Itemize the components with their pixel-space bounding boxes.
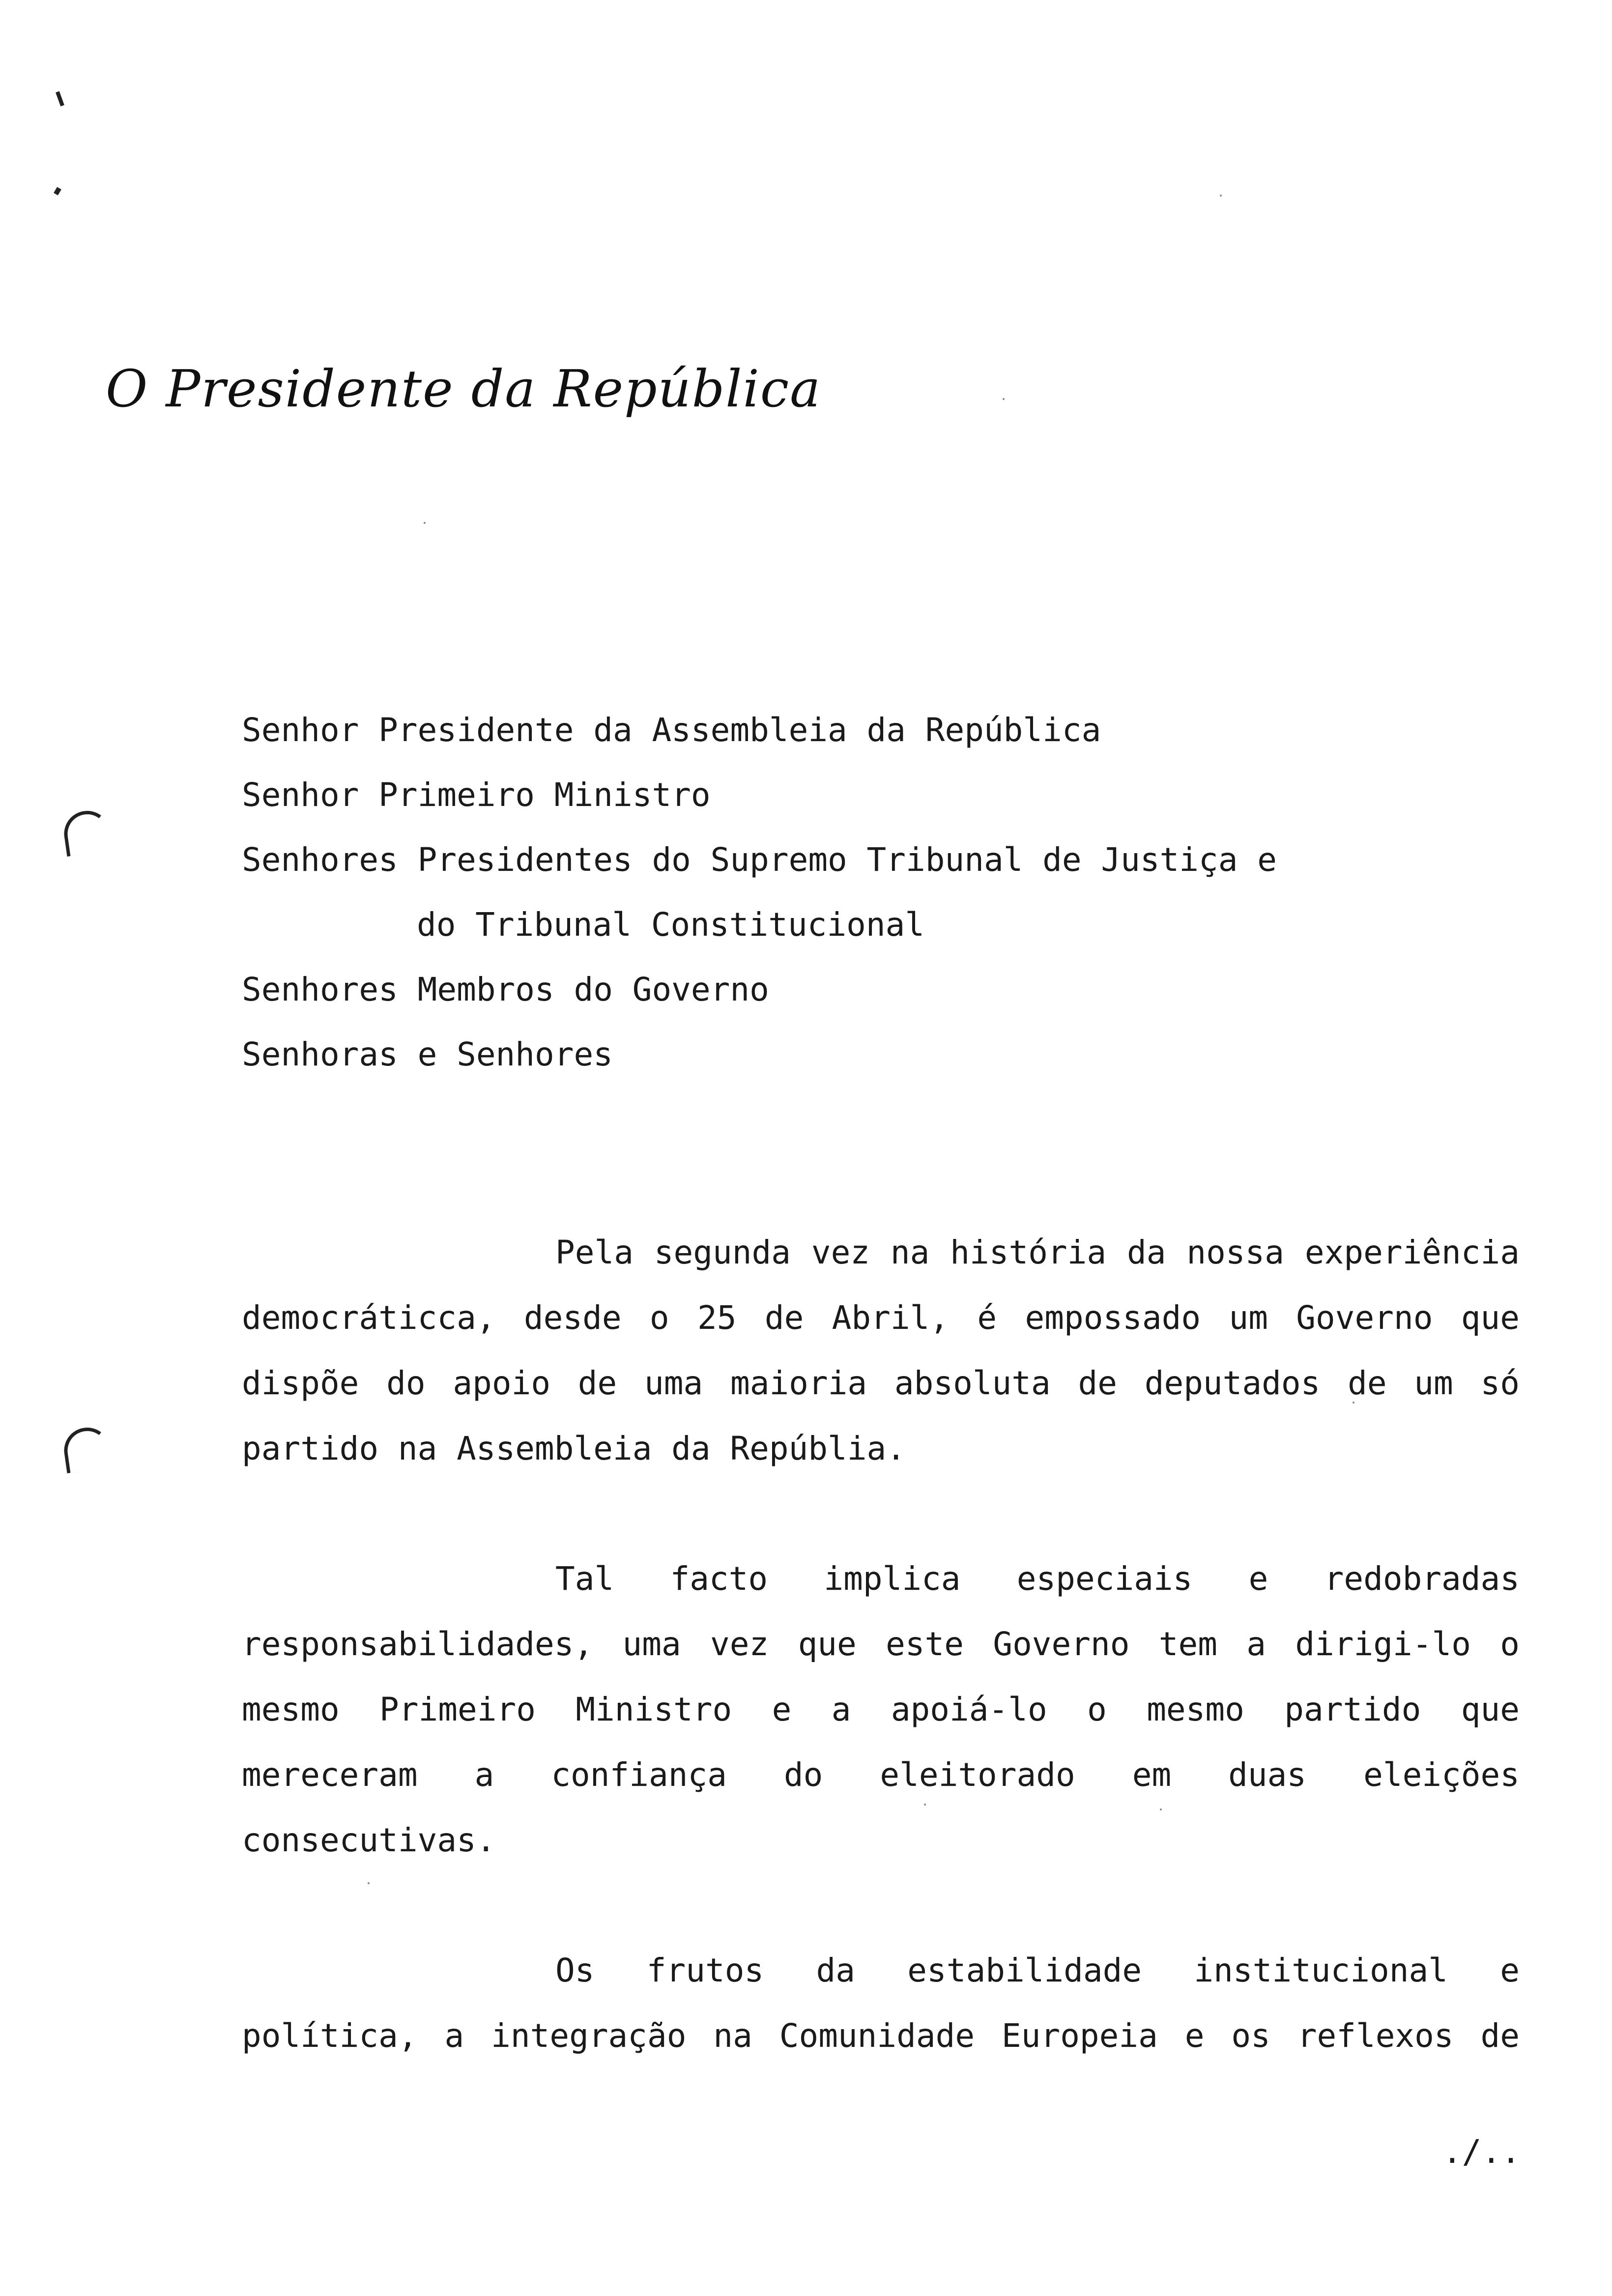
page-continuation-mark: ./..	[1442, 2133, 1521, 2171]
paragraph-line: responsabilidades, uma vez que este Governo tem a dirigi-lo o	[242, 1625, 1520, 1663]
salutation-line: do Tribunal Constitucional	[417, 906, 925, 944]
paragraph-line: democráticca, desde o 25 de Abril, é empossado um Governo que	[242, 1299, 1520, 1337]
salutation-line: Senhor Primeiro Ministro	[242, 776, 711, 814]
paragraph-line: dispõe do apoio de uma maioria absoluta de deputados de um só	[242, 1364, 1520, 1402]
salutation-line: Senhores Presidentes do Supremo Tribunal de Justiça e	[242, 841, 1277, 879]
paragraph-line: Os frutos da estabilidade institucional e	[555, 1952, 1520, 1989]
scan-mark-top	[56, 91, 64, 107]
salutation-line: Senhoras e Senhores	[242, 1035, 613, 1073]
paragraph-line: consecutivas.	[242, 1821, 496, 1859]
paragraph-line: partido na Assembleia da Repúblia.	[242, 1430, 906, 1467]
paragraph-line: Tal facto implica especiais e redobradas	[555, 1560, 1520, 1598]
body-text	[242, 1220, 1520, 2133]
paragraph-1	[242, 1220, 1520, 1481]
paragraph-line: mesmo Primeiro Ministro e a apoiá-lo o mesmo partido que	[242, 1691, 1520, 1728]
speck	[1003, 398, 1005, 400]
speck	[1220, 195, 1222, 197]
speck	[424, 522, 426, 524]
paragraph-line: Pela segunda vez na história da nossa experiência	[555, 1234, 1520, 1271]
scan-mark-second	[54, 187, 61, 195]
punch-hole-mark-upper	[61, 808, 113, 857]
salutation-block	[242, 698, 1544, 1087]
paragraph-line: mereceram a confiança do eleitorado em duas eleições	[242, 1756, 1520, 1794]
paragraph-line: política, a integração na Comunidade Europeia e os reflexos de	[242, 2017, 1520, 2055]
letterhead-title: O Presidente da República	[106, 359, 822, 419]
paragraph-2	[242, 1546, 1520, 1873]
paragraph-3	[242, 1938, 1520, 2068]
salutation-line: Senhor Presidente da Assembleia da República	[242, 711, 1101, 749]
salutation-line: Senhores Membros do Governo	[242, 971, 769, 1008]
punch-hole-mark-lower	[61, 1425, 113, 1473]
